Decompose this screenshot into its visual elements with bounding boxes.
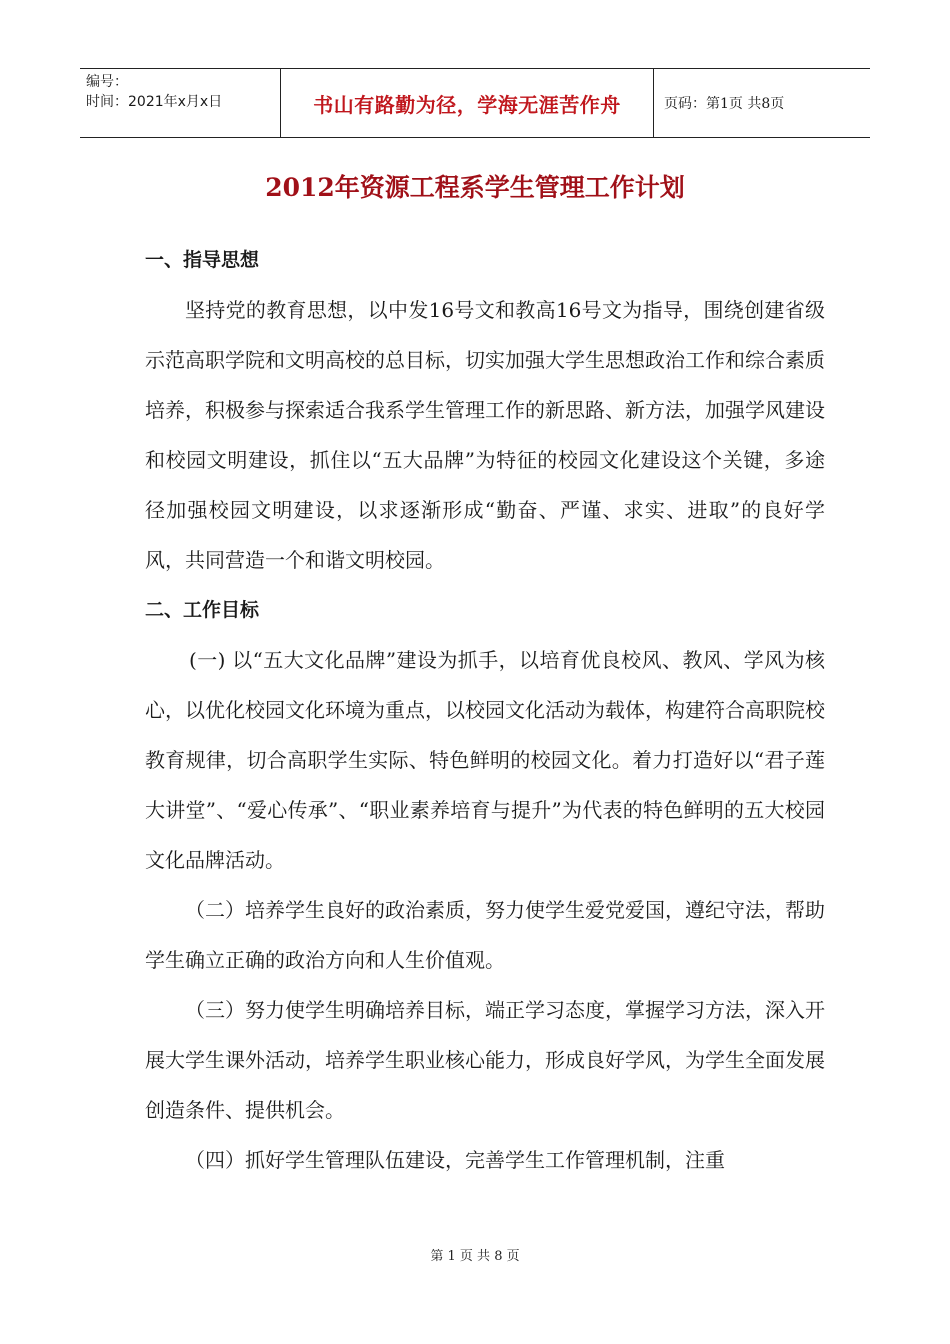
paragraph-goal-4: （四）抓好学生管理队伍建设，完善学生工作管理机制，注重 [185,1148,725,1172]
document-number-label: 编号： [86,74,128,90]
document-header [80,68,870,138]
document-date-label: 时间：2021年x月x日 [86,94,223,110]
paragraph-goal-3: （三）努力使学生明确培养目标，端正学习态度，掌握学习方法，深入开展大学生课外活动，培养学生职业核心能力，形成良好学风，为学生全面发展创造条件、提供机会。 [145,998,825,1122]
paragraph-goal-1: (一) 以“五大文化品牌”建设为抓手，以培育优良校风、教风、学风为核心，以优化校园文化环境为重点，以校园文化活动为载体，构建符合高职院校教育规律，切合高职学生实际、特色鲜明的校园文化。着力打造好以“君子莲大讲堂”、“爱心传承”、“职业素养培育与提升”为代表的特色鲜明的五大校园文化品牌活动。 [145,648,825,872]
header-page-info: 页码：第1页 共8页 [664,96,785,112]
section-heading-work-goals: 二、工作目标 [145,599,260,621]
section-heading-guiding-ideology: 一、指导思想 [145,249,260,271]
paragraph-guiding-ideology: 坚持党的教育思想，以中发16号文和教高16号文为指导，围绕创建省级示范高职学院和文明高校的总目标，切实加强大学生思想政治工作和综合素质培养，积极参与探索适合我系学生管理工作的新思路、新方法，加强学风建设和校园文明建设，抓住以“五大品牌”为特征的校园文化建设这个关键，多途径加强校园文明建设，以求逐渐形成“勤奋、严谨、求实、进取”的良好学风，共同营造一个和谐文明校园。 [145,298,825,572]
paragraph-goal-2: （二）培养学生良好的政治素质，努力使学生爱党爱国，遵纪守法，帮助学生确立正确的政治方向和人生价值观。 [145,898,825,972]
document-body [145,235,825,1185]
header-motto-cell [280,69,654,137]
document-title: 2012年资源工程系学生管理工作计划 [265,173,685,202]
header-meta [80,69,280,137]
header-page-info-cell [654,69,870,137]
page-footer: 第 1 页 共 8 页 [430,1249,520,1264]
header-motto: 书山有路勤为径，学海无涯苦作舟 [313,92,621,117]
